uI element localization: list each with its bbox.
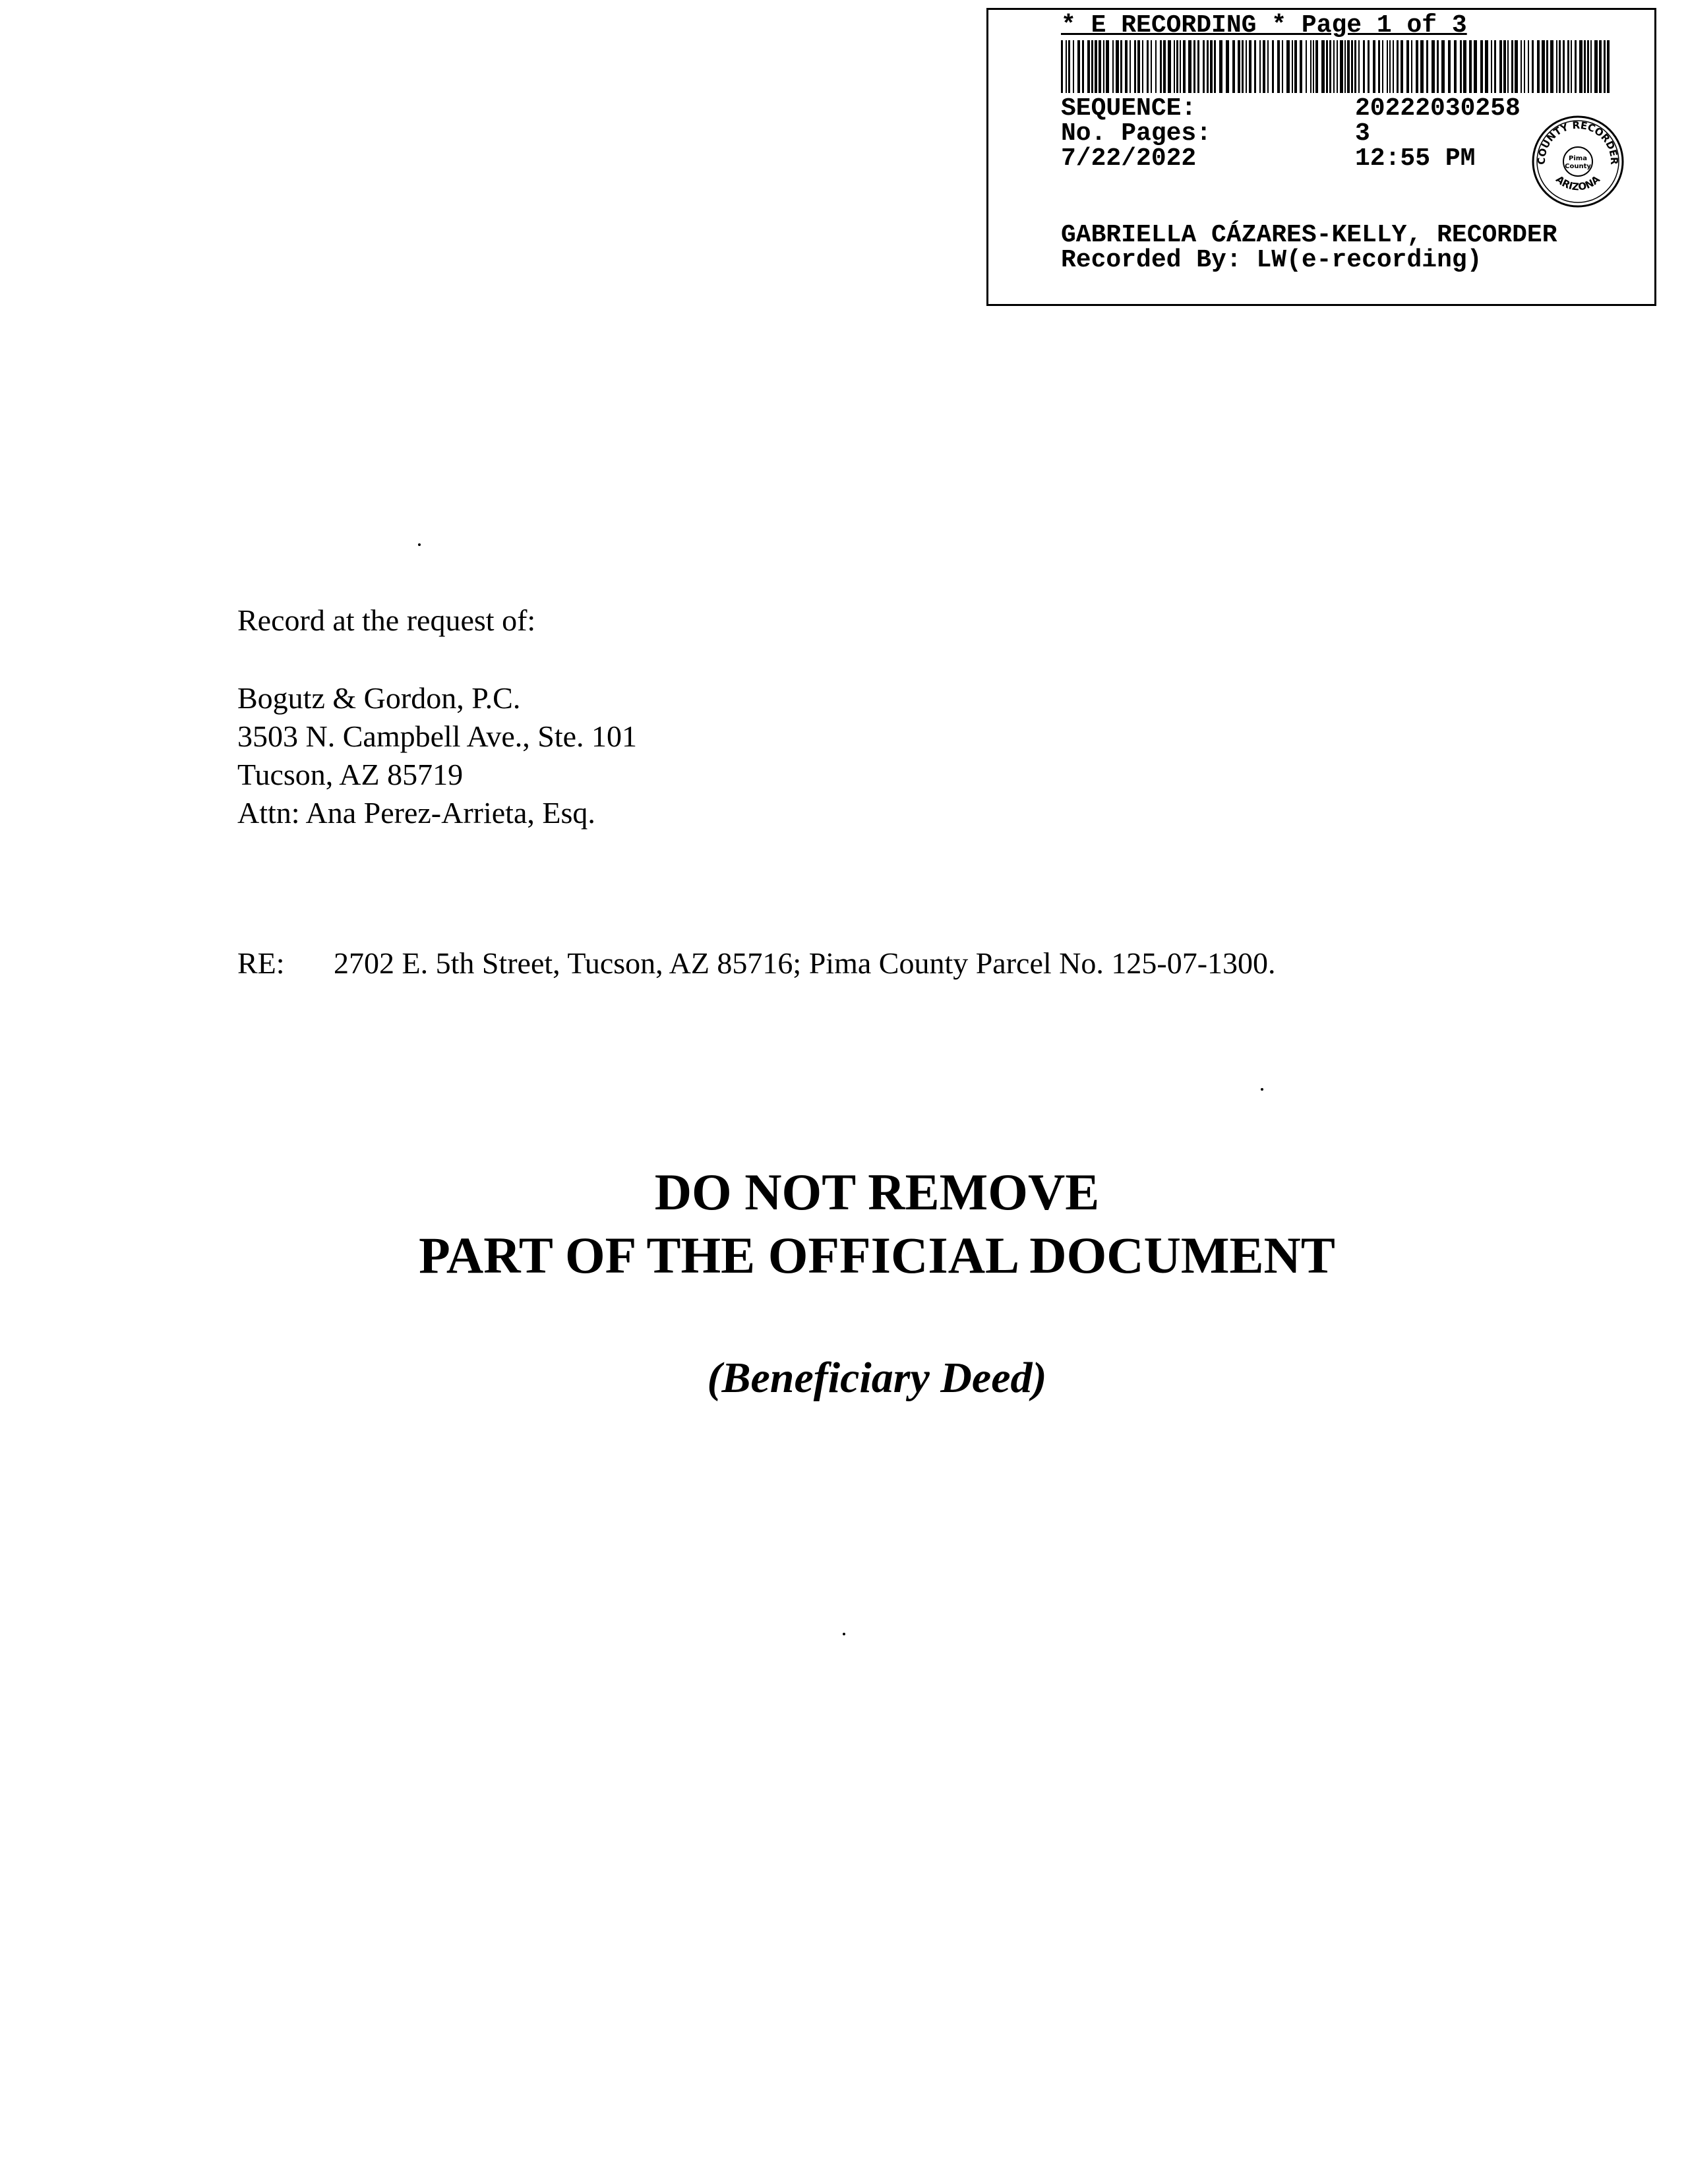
svg-text:Pima: Pima (1569, 155, 1587, 162)
sequence-label: SEQUENCE: (1061, 94, 1197, 123)
sequence-value: 20222030258 (1355, 94, 1521, 123)
address-line: 3503 N. Campbell Ave., Ste. 101 (237, 719, 638, 753)
stamp-header: * E RECORDING * Page 1 of 3 (1061, 11, 1467, 40)
document-type: (Beneficiary Deed) (707, 1354, 1047, 1402)
svg-text:COUNTY RECORDER: COUNTY RECORDER (1535, 119, 1621, 165)
address-line: Attn: Ana Perez-Arrieta, Esq. (237, 796, 595, 830)
recorded-by: Recorded By: LW(e-recording) (1061, 246, 1482, 274)
county-recorder-seal (1530, 114, 1625, 209)
notice-line-2: PART OF THE OFFICIAL DOCUMENT (419, 1227, 1335, 1284)
re-label: RE: (237, 946, 285, 980)
recording-date: 7/22/2022 (1061, 144, 1197, 173)
svg-text:ARIZONA: ARIZONA (1553, 173, 1602, 193)
speck (843, 1633, 845, 1635)
re-text: 2702 E. 5th Street, Tucson, AZ 85716; Pima County Parcel No. 125-07-1300. (334, 946, 1276, 980)
recording-time: 12:55 PM (1355, 144, 1476, 173)
recorder-name: GABRIELLA CÁZARES-KELLY, RECORDER (1061, 221, 1557, 249)
address-line: Tucson, AZ 85719 (237, 758, 464, 791)
speck (418, 543, 421, 546)
svg-text:County: County (1565, 163, 1591, 170)
barcode (1061, 40, 1612, 93)
pages-label: No. Pages: (1061, 119, 1212, 148)
speck (1261, 1088, 1263, 1091)
recording-stamp (986, 8, 1656, 306)
pages-value: 3 (1355, 119, 1370, 148)
notice-line-1: DO NOT REMOVE (654, 1163, 1100, 1221)
address-line: Bogutz & Gordon, P.C. (237, 681, 521, 715)
request-label: Record at the request of: (237, 603, 536, 637)
